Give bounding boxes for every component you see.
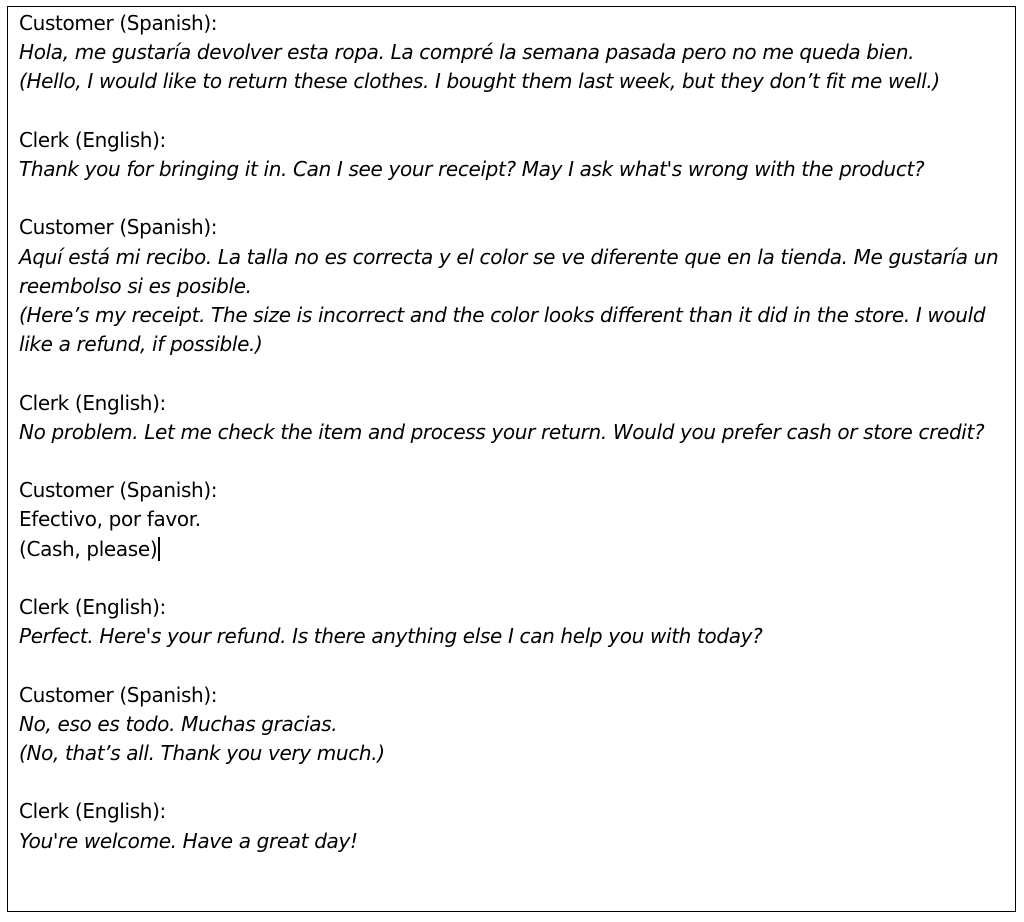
speaker-label: Customer (Spanish): (19, 478, 218, 503)
speaker-label: Customer (Spanish): (19, 682, 218, 707)
dialogue-line: Efectivo, por favor. (19, 507, 201, 532)
dialogue-line: Thank you for bringing it in. Can I see your receipt? May I ask what's wrong with the product? (19, 157, 925, 181)
dialogue-turn (19, 681, 1009, 769)
dialogue-translation: (Cash, please) (19, 536, 158, 561)
dialogue-line: You're welcome. Have a great day! (19, 828, 358, 853)
dialogue-line: No, eso es todo. Muchas gracias. (19, 711, 338, 736)
speaker-label: Clerk (English): (19, 799, 166, 824)
dialogue-translation-with-caret (19, 535, 1009, 564)
dialogue-text[interactable] (19, 9, 1009, 856)
document-text-box[interactable] (7, 6, 1016, 912)
speaker-label: Customer (Spanish): (19, 215, 218, 240)
dialogue-turn (19, 213, 1009, 359)
dialogue-translation: (Here’s my receipt. The size is incorrect and the color looks different than it did in the store. I would like a refund, if possible.) (19, 303, 986, 357)
dialogue-line: Perfect. Here's your refund. Is there anything else I can help you with today? (19, 624, 763, 649)
speaker-label: Clerk (English): (19, 127, 166, 152)
speaker-label: Clerk (English): (19, 594, 166, 619)
dialogue-translation: (No, that’s all. Thank you very much.) (19, 740, 385, 765)
dialogue-turn (19, 389, 1009, 447)
dialogue-turn (19, 126, 1009, 184)
dialogue-turn (19, 797, 1009, 855)
dialogue-line: Hola, me gustaría devolver esta ropa. La compré la semana pasada pero no me queda bien. (19, 40, 915, 65)
speaker-label: Customer (Spanish): (19, 11, 218, 35)
dialogue-turn (19, 593, 1009, 651)
dialogue-line: No problem. Let me check the item and process your return. Would you prefer cash or store credit? (19, 419, 985, 444)
dialogue-translation: (Hello, I would like to return these clothes. I bought them last week, but they don’t fit me well.) (19, 69, 940, 94)
speaker-label: Clerk (English): (19, 390, 166, 415)
text-cursor (158, 537, 160, 561)
dialogue-line: Aquí está mi recibo. La talla no es correcta y el color se ve diferente que en la tienda. Me gustaría un reembolso si es posible. (19, 244, 999, 298)
dialogue-turn (19, 9, 1009, 97)
dialogue-turn (19, 476, 1009, 564)
